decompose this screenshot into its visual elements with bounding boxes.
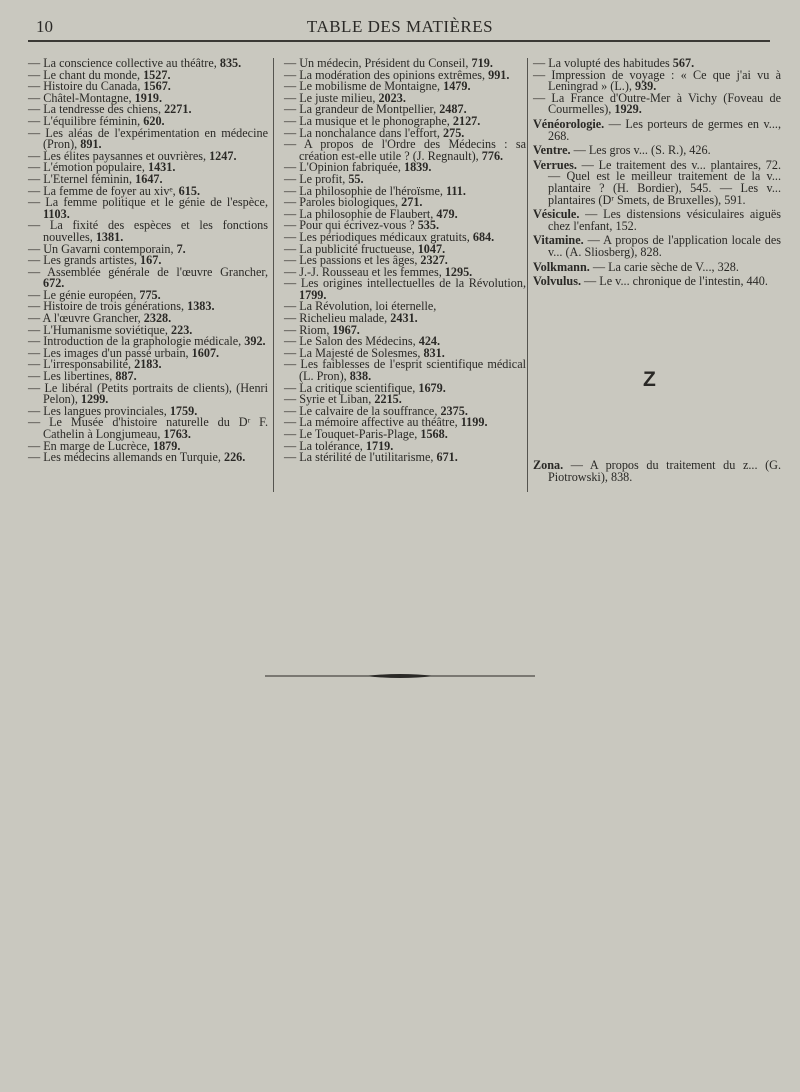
entry-text: — Les aléas de l'expérimentation en médecine (Pron),: [28, 125, 268, 152]
entry-text: — Châtel-Montagne,: [28, 90, 135, 105]
entry-text: — Syrie et Liban,: [284, 392, 375, 407]
entry-text: — Les périodiques médicaux gratuits,: [284, 229, 473, 244]
entry-heading: Vésicule.: [533, 207, 580, 222]
page-ref: 1879.: [152, 438, 181, 453]
index-entry: [533, 276, 781, 288]
entry-text: — La publicité fructueuse,: [284, 241, 418, 256]
entry-text: — La grandeur de Montpellier,: [284, 102, 440, 117]
entry-text: — Les langues provinciales,: [28, 403, 170, 418]
entry-text: — Le Salon des Médecins,: [284, 334, 419, 349]
entry-text: — Les gros v... (S. R.), 426.: [570, 143, 711, 158]
entry-text: — L'émotion populaire,: [28, 160, 148, 175]
page-ref: 1299.: [80, 392, 109, 407]
entry-text: — Les médecins allemands en Turquie,: [28, 450, 224, 465]
index-entry: [28, 452, 268, 464]
entry-text: — Le profit,: [284, 171, 349, 186]
entry-text: — La modération des opinions extrêmes,: [284, 67, 489, 82]
index-entry: [28, 380, 268, 407]
page-ref: 2487.: [439, 102, 467, 117]
page-ref: 223.: [171, 322, 193, 337]
index-entry: [533, 157, 781, 207]
entry-text: — En marge de Lucrèce,: [28, 438, 153, 453]
header-rule: [28, 40, 770, 42]
entry-text: — Les élites paysannes et ouvrières,: [28, 148, 210, 163]
entry-text: — La philosophie de Flaubert,: [284, 206, 437, 221]
page-ref: 535.: [417, 218, 440, 233]
page-ref: 271.: [401, 195, 423, 210]
index-column-3: [533, 58, 781, 288]
page-ref: 7.: [176, 241, 186, 256]
page-ref: 1103.: [43, 206, 70, 221]
page-ref: 1567.: [143, 79, 171, 94]
index-entry: [533, 116, 781, 143]
page-ref: 55.: [348, 171, 364, 186]
end-ornament: [265, 670, 535, 682]
entry-text: — L'équilibre féminin,: [28, 113, 144, 128]
page-ref: 1759.: [169, 403, 198, 418]
page-ref: 2328.: [143, 311, 172, 326]
entry-text: — Paroles biologiques,: [284, 195, 402, 210]
entry-text: — Le juste milieu,: [284, 90, 379, 105]
page-ref: 1647.: [135, 171, 163, 186]
index-entry-zona: [533, 460, 781, 483]
entry-text: — J.-J. Rousseau et les femmes,: [284, 264, 445, 279]
page-ref: 275.: [443, 125, 465, 140]
page-ref: 1763.: [163, 427, 191, 441]
entry-text: — La tolérance,: [284, 438, 366, 453]
entry-text: — Un médecin, Président du Conseil,: [284, 56, 472, 70]
entry-text: — Les origines intellectuelles de la Révolution,: [284, 276, 526, 291]
page-ref: 1381.: [95, 229, 124, 244]
entry-text: — La femme de foyer au xivᵉ,: [28, 183, 179, 198]
entry-text: — Les distensions vésiculaires aiguës chez l'enfant, 152.: [548, 207, 781, 233]
page-ref: 775.: [139, 287, 161, 302]
entry-text: — Les faiblesses de l'esprit scientifique médical (L. Pron),: [284, 357, 526, 384]
index-entry: [28, 417, 268, 440]
page-ref: 2127.: [452, 113, 481, 128]
page-ref: 2327.: [420, 253, 448, 268]
page-ref: 615.: [178, 183, 200, 198]
index-entry: [533, 67, 781, 94]
page-ref: 1247.: [209, 148, 237, 163]
index-entry: [284, 452, 526, 464]
index-entry: [28, 264, 268, 291]
page-ref: 2183.: [134, 357, 162, 372]
page-ref: 835.: [219, 56, 242, 70]
entry-text: — A l'œuvre Grancher,: [28, 311, 144, 326]
page-title: TABLE DES MATIÈRES: [306, 17, 494, 36]
entry-text: — Le génie européen,: [28, 287, 140, 302]
page-ref: 2023.: [378, 90, 406, 105]
entry-text: — Introduction de la graphologie médicale,: [28, 334, 245, 349]
entry-text: — L'Opinion fabriquée,: [284, 160, 404, 175]
entry-heading: Ventre.: [533, 143, 571, 158]
entry-heading: Zona.: [533, 458, 564, 472]
entry-text: — La Révolution, loi éternelle,: [284, 299, 437, 314]
page-ref: 1839.: [403, 160, 432, 175]
page-ref: 2375.: [440, 403, 468, 418]
entry-text: — La carie sèche de V..., 328.: [589, 259, 739, 274]
entry-text: — Les grands artistes,: [28, 253, 141, 268]
page-ref: 167.: [140, 253, 162, 268]
page-number: 10: [36, 17, 53, 36]
entry-text: — Un Gavarni contemporain,: [28, 241, 177, 256]
entry-text: — Le calvaire de la souffrance,: [284, 403, 441, 418]
page-ref: 939.: [634, 79, 657, 94]
entry-text: — Riom,: [284, 322, 333, 337]
entry-text: — A propos de l'Ordre des Médecins : sa création est-elle utile ? (J. Regnault),: [284, 137, 526, 163]
entry-text: — Les images d'un passé urbain,: [28, 345, 192, 360]
page-ref: 1479.: [443, 79, 471, 94]
entry-text: — La femme politique et le génie de l'espèce,: [28, 195, 268, 210]
entry-text: — Le Touquet-Paris-Plage,: [284, 427, 421, 441]
entry-text: — Richelieu malade,: [284, 311, 391, 326]
entry-text: — Histoire du Canada,: [28, 79, 144, 94]
index-entry: [284, 278, 526, 301]
entry-text: — La philosophie de l'héroïsme,: [284, 183, 446, 198]
entry-text: — Le traitement des v... plantaires, 72. — Quel est le meilleur traitement de la v... plantaire ? (H. Bordier), 545. — Les v... plantaires (Dʳ Smets, de Bruxelles), 591.: [548, 157, 781, 207]
entry-text: — La France d'Outre-Mer à Vichy (Foveau de Courmelles),: [533, 90, 781, 117]
entry-text: — L'Eternel féminin,: [28, 171, 136, 186]
page-ref: 2215.: [374, 392, 402, 407]
index-entry: [533, 235, 781, 258]
entry-heading: Vitamine.: [533, 233, 584, 248]
entry-text: — La critique scientifique,: [284, 380, 419, 395]
page-ref: 620.: [143, 113, 165, 128]
index-column-2: [284, 58, 526, 464]
entry-text: — La conscience collective au théâtre,: [28, 56, 220, 70]
page-ref: 2271.: [164, 102, 192, 117]
page-ref: 1799.: [299, 287, 327, 302]
page-ref: 838.: [349, 369, 372, 384]
column-divider: [273, 58, 274, 492]
entry-text: — Le mobilisme de Montaigne,: [284, 79, 444, 94]
page-ref: 1967.: [332, 322, 360, 337]
page-ref: 672.: [43, 276, 65, 291]
page-ref: 1047.: [417, 241, 446, 256]
page-ref: 111.: [445, 183, 466, 198]
index-entry: [28, 197, 268, 220]
entry-text: — Le v... chronique de l'intestin, 440.: [581, 274, 768, 289]
page-ref: 226.: [223, 450, 246, 465]
page-ref: 719.: [471, 56, 493, 70]
page-ref: 1527.: [143, 67, 171, 82]
page-ref: 1607.: [191, 345, 220, 360]
page-ref: 479.: [436, 206, 458, 221]
page-ref: 1431.: [147, 160, 176, 175]
page-ref: 2431.: [390, 311, 418, 326]
entry-text: — La fixité des espèces et les fonctions nouvelles,: [28, 218, 268, 244]
entry-text: — Les libertines,: [28, 369, 116, 384]
page-ref: 1929.: [614, 102, 642, 117]
index-entry: [533, 90, 781, 117]
page-ref: 1383.: [187, 299, 215, 314]
entry-text: — La stérilité de l'utilitarisme,: [284, 450, 437, 465]
page-ref: 684.: [472, 229, 495, 244]
entry-heading: Vénéorologie.: [533, 116, 605, 131]
page-ref: 831.: [423, 345, 445, 360]
column-divider: [527, 58, 528, 492]
page-ref: 991.: [488, 67, 510, 82]
index-entry: [28, 125, 268, 152]
entry-text: — La tendresse des chiens,: [28, 102, 165, 117]
index-entry: [28, 220, 268, 243]
entry-heading: Verrues.: [533, 157, 577, 172]
page-ref: 1919.: [134, 90, 163, 105]
index-entry: [284, 359, 526, 382]
entry-text: — Le Musée d'histoire naturelle du Dʳ F. Cathelin à Longjumeau,: [28, 415, 268, 441]
page-ref: 671.: [436, 450, 458, 465]
page-ref: 776.: [481, 148, 504, 163]
index-entry: [533, 209, 781, 232]
entry-text: — La nonchalance dans l'effort,: [284, 125, 443, 140]
page-ref: 392.: [244, 334, 266, 349]
entry-text: — Le libéral (Petits portraits de clients), (Henri Pelon),: [28, 380, 268, 407]
entry-text: — La Majesté de Solesmes,: [284, 345, 424, 360]
entry-text: — La musique et le phonographe,: [284, 113, 453, 128]
page-ref: 567.: [672, 56, 695, 70]
entry-text: — A propos du traitement du z... (G. Piotrowski), 838.: [548, 458, 781, 484]
entry-text: — Histoire de trois générations,: [28, 299, 188, 314]
entry-text: — Le chant du monde,: [28, 67, 144, 82]
page-ref: 1295.: [444, 264, 473, 279]
entry-text: — Les porteurs de germes en v..., 268.: [548, 116, 781, 143]
page-ref: 1719.: [365, 438, 394, 453]
entry-text: — Impression de voyage : « Ce que j'ai vu à Leningrad » (L.),: [533, 67, 781, 94]
entry-text: — L'Humanisme soviétique,: [28, 322, 172, 337]
entry-heading: Volkmann.: [533, 259, 590, 274]
index-entry: [533, 145, 781, 157]
entry-text: — La volupté des habitudes: [533, 56, 673, 70]
entry-text: — A propos de l'application locale des v... (A. Sliosberg), 828.: [548, 233, 781, 259]
index-entry: [533, 259, 781, 274]
entry-text: — Assemblée générale de l'œuvre Grancher,: [28, 264, 268, 279]
page-ref: 887.: [115, 369, 137, 384]
index-entry: [284, 139, 526, 162]
entry-text: — La mémoire affective au théâtre,: [284, 415, 461, 430]
entry-text: — Les passions et les âges,: [284, 253, 421, 268]
page-ref: 891.: [80, 137, 102, 152]
section-letter-z: Z: [643, 368, 656, 391]
page-ref: 1679.: [418, 380, 446, 395]
entry-heading: Volvulus.: [533, 274, 581, 289]
page-ref: 1568.: [420, 427, 448, 441]
page-ref: 1199.: [460, 415, 488, 430]
entry-text: — Pour qui écrivez-vous ?: [284, 218, 418, 233]
page-ref: 424.: [418, 334, 441, 349]
entry-text: — L'irresponsabilité,: [28, 357, 135, 372]
index-column-1: [28, 58, 268, 464]
